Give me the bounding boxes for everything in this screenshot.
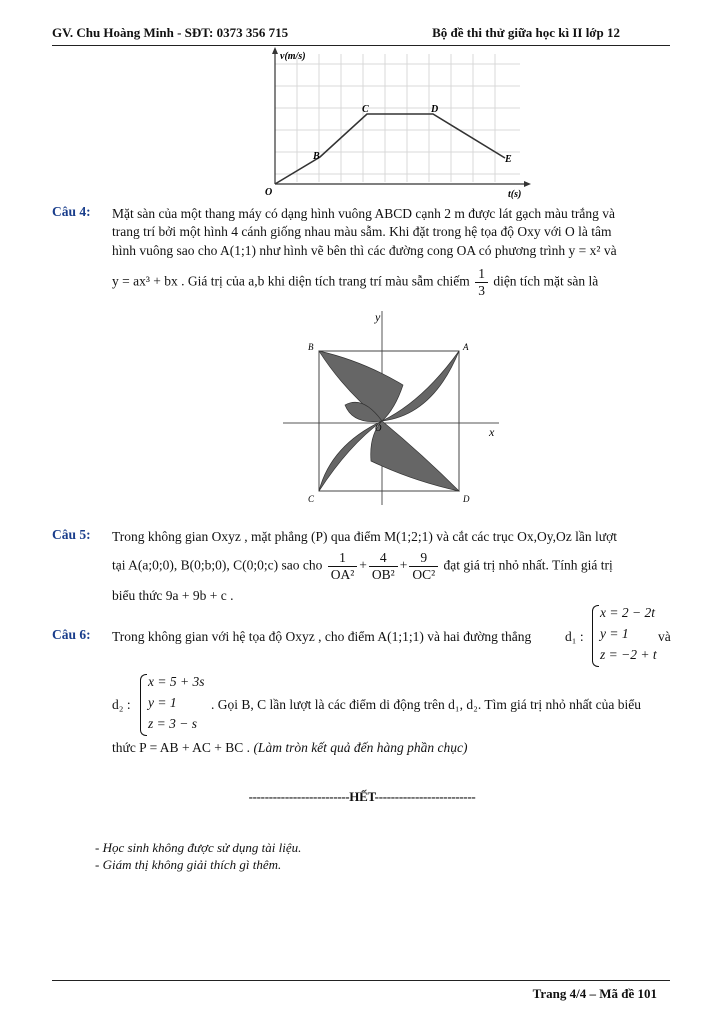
corner-b-label: B: [308, 342, 314, 352]
q4-line2: trang trí bởi một hình 4 cánh giống nhau màu sẫm. Khi đặt trong hệ tọa độ Oxy với O là tâm: [112, 224, 612, 239]
petal-d: [371, 421, 459, 491]
q6-d2-eq-x: x = 5 + 3s: [148, 674, 205, 689]
note-1: - Học sinh không được sử dụng tài liệu.: [95, 840, 302, 855]
x-axis-label: x: [489, 425, 495, 439]
end-marker: -------------------------HẾT-------------------------: [248, 789, 476, 804]
t-axis-label: t(s): [508, 189, 522, 200]
footer-divider: [52, 980, 670, 981]
t-axis-arrow-icon: [524, 181, 531, 187]
q4-line4-end: diện tích mặt sàn là: [493, 273, 599, 289]
q6-and: và: [658, 629, 671, 644]
header-right: Bộ đề thi thử giữa học kì II lớp 12: [432, 25, 620, 40]
corner-d-label: D: [463, 494, 470, 504]
v-axis-arrow-icon: [272, 47, 278, 54]
q6-d2-eq-z: z = 3 − s: [148, 716, 197, 731]
q4-line3: hình vuông sao cho A(1;1) như hình vẽ bên thì các đường cong OA có phương trình y = x² và: [112, 243, 617, 258]
q5-frac-1-num: 1: [328, 550, 358, 567]
q6-d2-brace: [140, 674, 147, 736]
q5-frac-3-num: 9: [409, 550, 438, 567]
q4-line1: Mặt sàn của một thang máy có dạng hình vuông ABCD cạnh 2 m được lát gạch màu trắng và: [112, 206, 615, 221]
q4-fraction: [475, 266, 488, 299]
q6-d1-brace: [592, 605, 599, 667]
q6-line3: [112, 738, 672, 758]
q6-line2: . Gọi B, C lần lượt là các điểm di động trên d₁, d₂. Tìm giá trị nhỏ nhất của biểu: [211, 697, 642, 712]
q5-frac-3: [409, 550, 438, 583]
q5-frac-2-den: OB²: [371, 567, 395, 582]
q5-frac-1: [328, 550, 358, 583]
q5-line3: biểu thức 9a + 9b + c .: [112, 588, 234, 603]
q6-d2-system: [140, 674, 208, 736]
velocity-time-graph: [255, 44, 535, 206]
q6-d2-eq-y: y = 1: [148, 695, 177, 710]
q6-label: Câu 6:: [52, 627, 91, 642]
q4-frac-den: 3: [478, 283, 485, 298]
q5-frac-2-num: 4: [369, 550, 398, 567]
q6-d1-name: d₁ :: [565, 629, 584, 644]
q6-line3-note: (Làm tròn kết quả đến hàng phần chục): [253, 740, 468, 755]
q6-d1-system: [592, 605, 667, 667]
point-c-label: C: [362, 104, 369, 115]
origin-o-label: O: [375, 423, 382, 433]
q5-label: Câu 5:: [52, 527, 91, 542]
q4-line4-start: y = ax³ + bx . Giá trị của a,b khi diện tích trang trí màu sẫm chiếm: [112, 273, 470, 289]
q5-frac-2: [369, 550, 398, 583]
point-b-label: B: [313, 151, 320, 162]
q4-frac-num: 1: [475, 266, 488, 283]
corner-c-label: C: [308, 494, 315, 504]
point-e-label: E: [505, 154, 512, 165]
note-2: - Giám thị không giải thích gì thêm.: [95, 857, 282, 872]
page-footer: Trang 4/4 – Mã đề 101: [532, 986, 657, 1001]
q5-line2: tại A(a;0;0), B(0;b;0), C(0;0;c) sao cho $\frac{1}{\text{OA²}}$ + $\frac{4}{\text{OB²}}$ + $\frac{9}{\text{OC²}}$ đạt giá trị nhỏ nhất. Tính giá trị: [112, 550, 613, 582]
header-left: GV. Chu Hoàng Minh - SĐT: 0373 356 715: [52, 25, 289, 40]
q6-d1-eq-x: x = 2 − 2t: [600, 605, 655, 620]
q6-line1: Trong không gian với hệ tọa độ Oxyz , cho điểm A(1;1;1) và hai đường thẳng: [112, 629, 532, 644]
y-axis-label: y: [375, 310, 381, 324]
q6-line3-start: thức P = AB + AC + BC .: [112, 740, 251, 755]
v-axis-label: v(m/s): [280, 51, 306, 62]
corner-a-label: A: [463, 342, 469, 352]
q5-frac-1-den: OA²: [330, 567, 355, 582]
point-d-label: D: [431, 104, 439, 115]
origin-label: O: [265, 187, 273, 198]
q5-line2-start: tại A(a;0;0), B(0;b;0), C(0;0;c) sao cho: [112, 557, 323, 573]
q4-line4: [112, 266, 672, 299]
q6-d1-eq-y: y = 1: [600, 626, 629, 641]
q6-d1-eq-z: z = −2 + t: [600, 647, 657, 662]
q5-line1: Trong không gian Oxyz , mặt phẳng (P) qua điểm M(1;2;1) và cắt các trục Ox,Oy,Oz lần lượt: [112, 529, 617, 544]
q6-d2-name: d₂ :: [112, 697, 131, 712]
q4-label: Câu 4:: [52, 204, 91, 219]
q5-line2-end: đạt giá trị nhỏ nhất. Tính giá trị: [443, 557, 613, 573]
square-petal-figure: [283, 305, 503, 505]
q5-frac-3-den: OC²: [412, 567, 436, 582]
